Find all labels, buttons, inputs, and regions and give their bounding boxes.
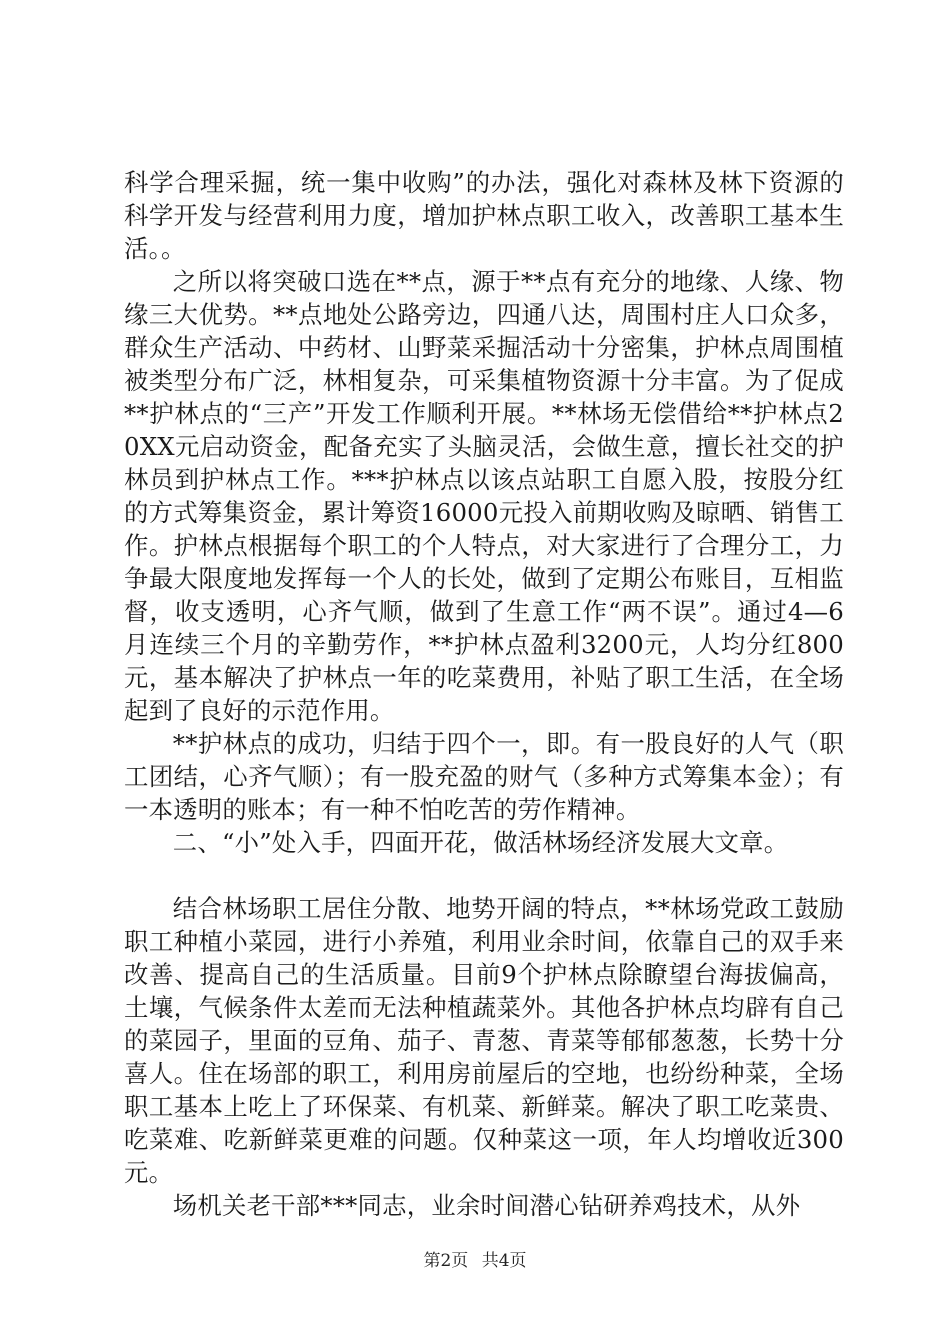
page-number: 第2页	[423, 1251, 469, 1271]
section-heading-two: 二、“小”处入手，四面开花，做活林场经济发展大文章。	[172, 828, 789, 857]
paragraph-breakthrough: 之所以将突破口选在**点，源于**点有充分的地缘、人缘、物缘三大优势。**点地处公路旁边，四通八达，周围村庄人口众多，群众生产活动、中药材、山野菜采掘活动十分密集，护林点周围植被类型分布广泛，林相复杂，可采集植物资源十分丰富。为了促成**护林点的“三产”开发工作顺利开展。**林场无偿借给**护林点20XX元启动资金，配备充实了头脑灵活，会做生意，擅长社交的护林员到护林点工作。***护林点以该点站职工自愿入股，按股分红的方式筹集资金，累计筹资16000元投入前期收购及晾晒、销售工作。护林点根据每个职工的个人特点，对大家进行了合理分工，力争最大限度地发挥每一个人的长处，做到了定期公布账目，互相监督，收支透明，心齐气顺，做到了生意工作“两不误”。通过4—6月连续三个月的辛勤劳作，**护林点盈利3200元，人均分红800元，基本解决了护林点一年的吃菜费用，补贴了职工生活，在全场起到了良好的示范作用。	[124, 267, 844, 725]
paragraph-continuation: 科学合理采掘，统一集中收购”的办法，强化对森林及林下资源的科学开发与经营利用力度，增加护林点职工收入，改善职工基本生活。。	[124, 168, 844, 263]
page-footer	[0, 1246, 950, 1271]
paragraph-vegetable-garden: 结合林场职工居住分散、地势开阔的特点，**林场党政工鼓励职工种植小菜园，进行小养殖，利用业余时间，依靠自己的双手来改善、提高自己的生活质量。目前9个护林点除瞭望台海拔偏高，土壤，气候条件太差而无法种植蔬菜外。其他各护林点均辟有自己的菜园子，里面的豆角、茄子、青葱、青菜等郁郁葱葱，长势十分喜人。住在场部的职工，利用房前屋后的空地，也纷纷种菜，全场职工基本上吃上了环保菜、有机菜、新鲜菜。解决了职工吃菜贵、吃菜难、吃新鲜菜更难的问题。仅种菜这一项，年人均增收近300元。	[124, 894, 844, 1187]
document-body	[124, 166, 844, 1222]
page-total: 共4页	[481, 1251, 527, 1271]
paragraph-chicken-farming: 场机关老干部***同志，业余时间潜心钻研养鸡技术，从外	[172, 1191, 801, 1220]
paragraph-success-summary: **护林点的成功，归结于四个一，即。有一股良好的人气（职工团结，心齐气顺）；有一股充盈的财气（多种方式筹集本金）；有一本透明的账本；有一种不怕吃苦的劳作精神。	[124, 729, 844, 824]
